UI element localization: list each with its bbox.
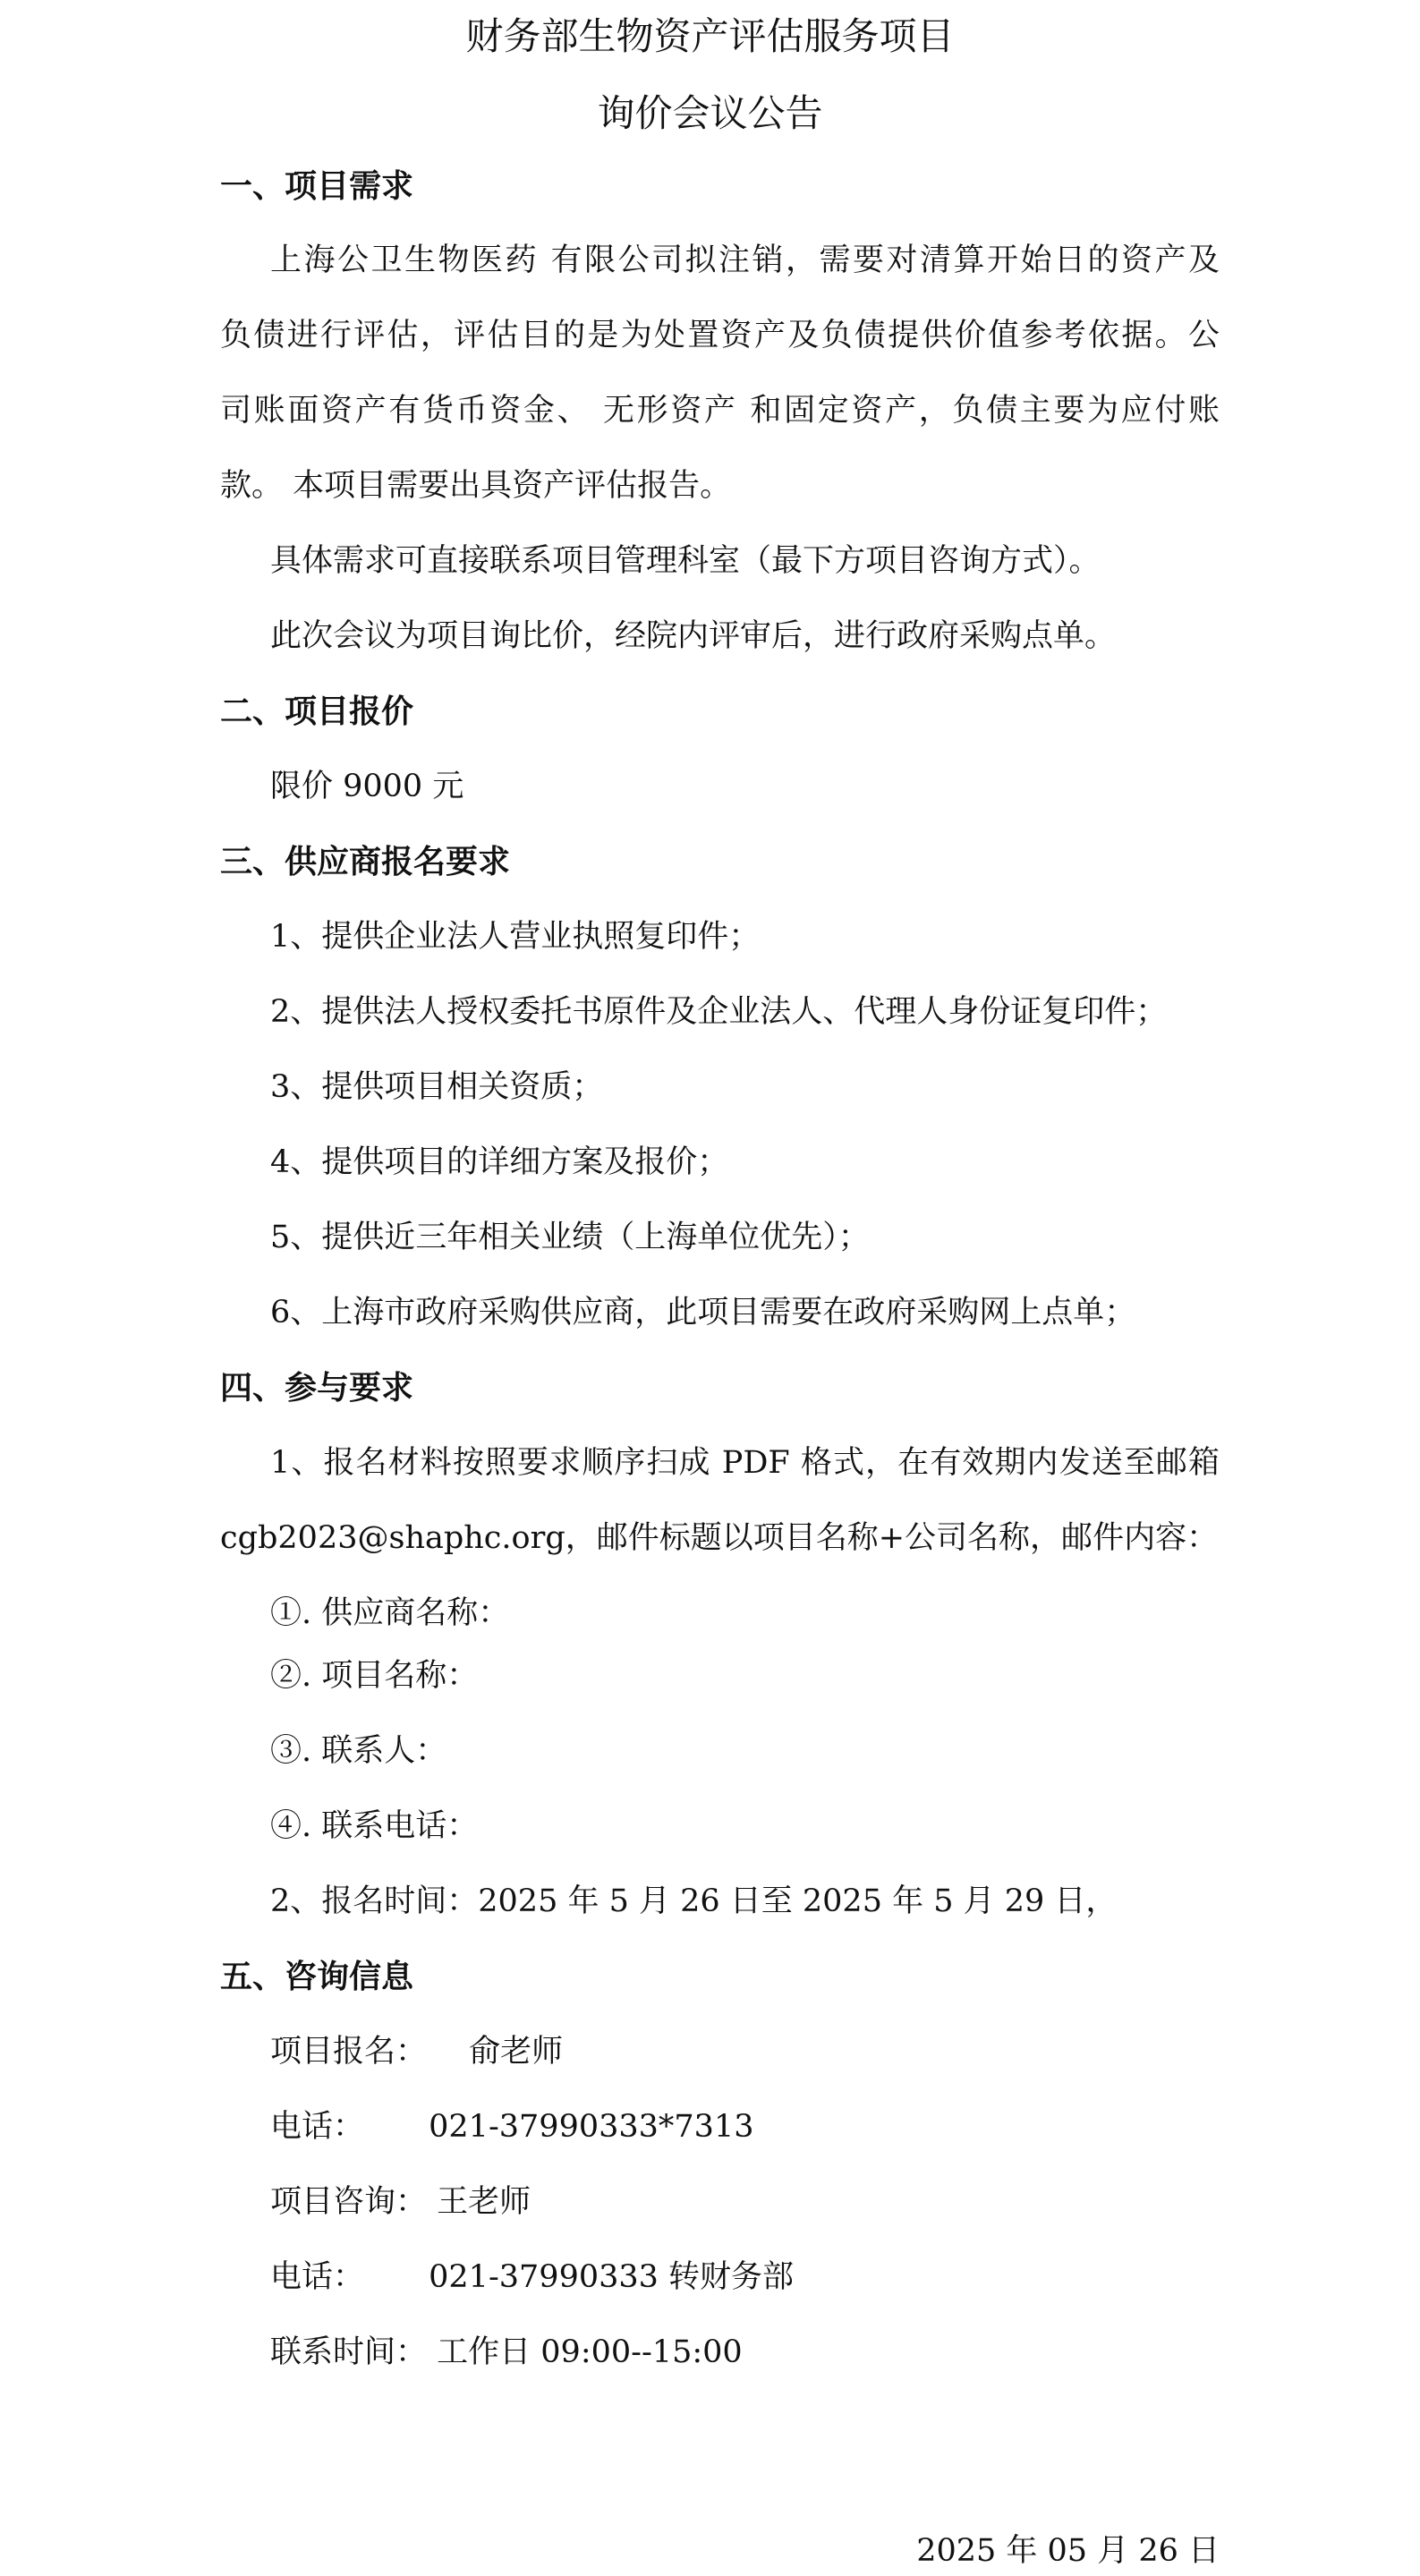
contact-value: 021-37990333 转财务部: [429, 2259, 795, 2295]
requirements-para2: 具体需求可直接联系项目管理科室（最下方项目咨询方式）。: [270, 543, 1101, 579]
email-field-item: ④. 联系电话：: [270, 1808, 479, 1844]
contact-label: 电话：: [270, 2259, 365, 2295]
contact-row-consult: [270, 2177, 531, 2222]
section-heading-requirements: 一、项目需求: [220, 167, 414, 205]
requirements-para3: 此次会议为项目询比价，经院内评审后，进行政府采购点单。: [270, 618, 1117, 654]
supplier-requirement-item: 2、提供法人授权委托书原件及企业法人、代理人身份证复印件；: [270, 994, 1168, 1030]
contact-value: 俞老师: [469, 2034, 564, 2070]
supplier-requirement-item: 3、提供项目相关资质；: [270, 1069, 604, 1105]
supplier-requirement-item: 4、提供项目的详细方案及报价；: [270, 1144, 729, 1180]
notice-title-line2: 询价会议公告: [597, 91, 823, 135]
supplier-requirement-item: 6、上海市政府采购供应商，此项目需要在政府采购网上点单；: [270, 1295, 1136, 1331]
contact-label: 电话：: [270, 2109, 365, 2145]
participation-item1-line2: cgb2023@shaphc.org，邮件标题以项目名称+公司名称，邮件内容：: [220, 1520, 1219, 1556]
email-field-item: ②. 项目名称：: [270, 1658, 479, 1694]
requirements-para1-line2: 负债进行评估，评估目的是为处置资产及负债提供价值参考依据。公: [220, 318, 1220, 353]
contact-value: 工作日 09:00--15:00: [437, 2334, 743, 2370]
supplier-requirement-item: 1、提供企业法人营业执照复印件；: [270, 919, 761, 955]
contact-label: 项目报名：: [270, 2034, 428, 2070]
notice-title-line1: 财务部生物资产评估服务项目: [465, 14, 955, 58]
contact-label: 项目咨询：: [270, 2184, 428, 2220]
contact-row-signup: [270, 2027, 563, 2071]
notice-date: 2025 年 05 月 26 日: [916, 2533, 1220, 2569]
contact-row-hours: [270, 2327, 743, 2372]
contact-value: 王老师: [437, 2184, 531, 2220]
requirements-para1-line1: 上海公卫生物医药 有限公司拟注销，需要对清算开始日的资产及: [270, 242, 1220, 278]
requirements-para1-line3: 司账面资产有货币资金、 无形资产 和固定资产，负债主要为应付账: [220, 393, 1220, 429]
contact-row-phone1: [270, 2102, 754, 2147]
section-heading-supplier-requirements: 三、供应商报名要求: [220, 843, 511, 880]
price-limit: 限价 9000 元: [270, 769, 464, 804]
email-field-item: ①. 供应商名称：: [270, 1595, 510, 1631]
participation-item1-line1: 1、报名材料按照要求顺序扫成 PDF 格式，在有效期内发送至邮箱: [270, 1445, 1220, 1481]
contact-row-phone2: [270, 2252, 794, 2297]
contact-label: 联系时间：: [270, 2334, 428, 2370]
section-heading-participation: 四、参与要求: [220, 1369, 414, 1407]
participation-item2-signup-time: 2、报名时间：2025 年 5 月 26 日至 2025 年 5 月 29 日，: [270, 1883, 1118, 1919]
section-heading-consultation: 五、咨询信息: [220, 1958, 414, 1995]
contact-value: 021-37990333*7313: [429, 2109, 754, 2145]
section-heading-price: 二、项目报价: [220, 693, 414, 730]
supplier-requirement-item: 5、提供近三年相关业绩（上海单位优先）；: [270, 1220, 870, 1255]
email-field-item: ③. 联系人：: [270, 1733, 447, 1769]
requirements-para1-line4: 款。 本项目需要出具资产评估报告。: [220, 468, 732, 504]
